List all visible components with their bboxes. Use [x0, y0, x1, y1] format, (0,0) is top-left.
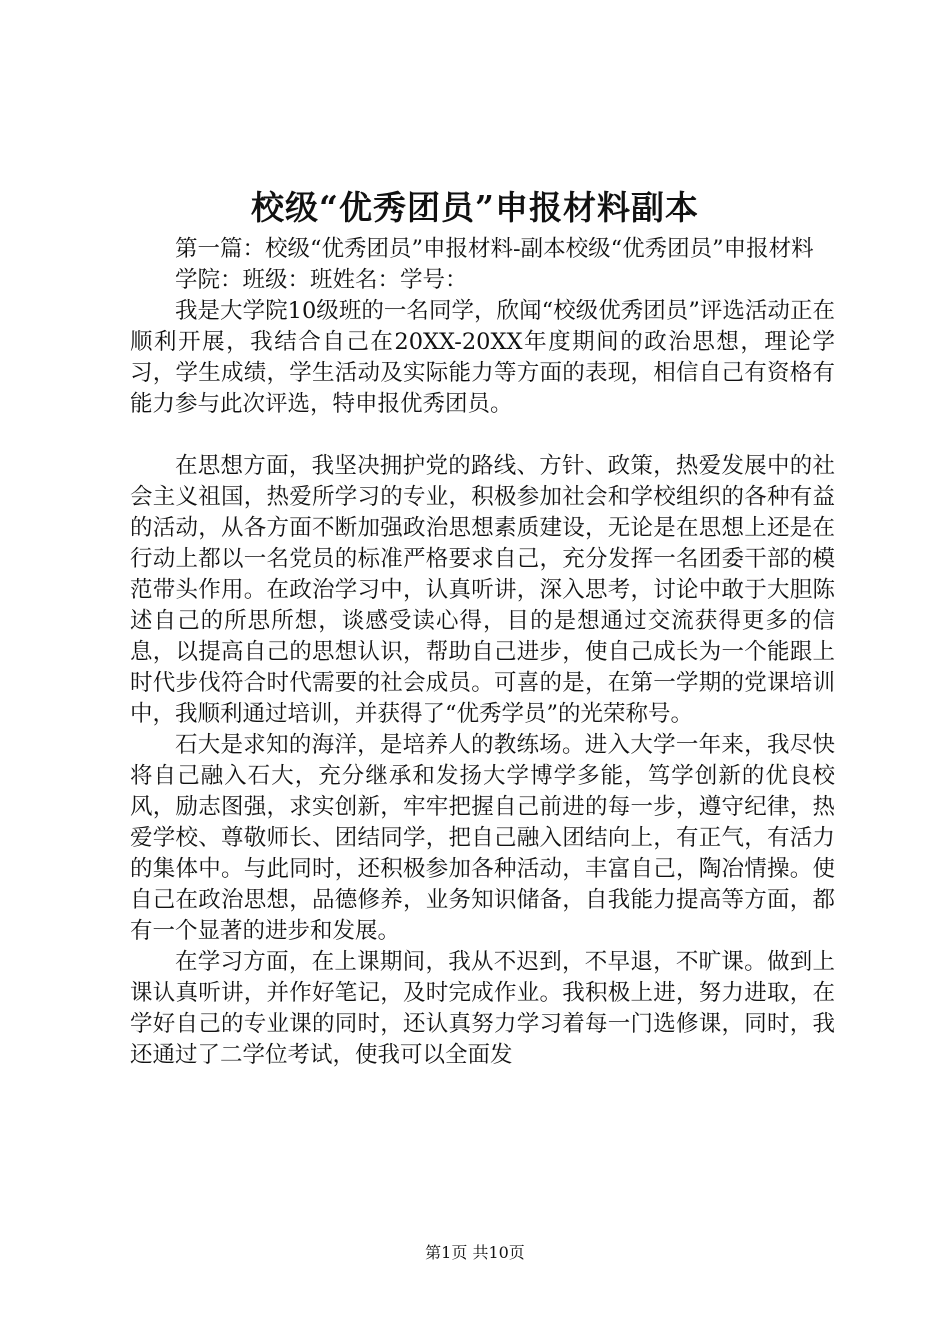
- paragraph-study: 在学习方面，在上课期间，我从不迟到，不早退，不旷课。做到上课认真听讲，并作好笔记，及时完成作业。我积极上进，努力进取，在学好自己的专业课的同时，还认真努力学习着每一门选修课，同时，我还通过了二学位考试，使我可以全面发: [130, 949, 835, 1068]
- paragraph-info-fields: 学院：班级：班姓名：学号：: [175, 267, 468, 293]
- paragraph-ideology: 在思想方面，我坚决拥护党的路线、方针、政策，热爱发展中的社会主义祖国，热爱所学习的专业，积极参加社会和学校组织的各种有益的活动，从各方面不断加强政治思想素质建设，无论是在思想上还是在行动上都以一名党员的标准严格要求自己，充分发挥一名团委干部的模范带头作用。在政治学习中，认真听讲，深入思考，讨论中敢于大胆陈述自己的所思所想，谈感受读心得，目的是想通过交流获得更多的信息，以提高自己的思想认识，帮助自己进步，使自己成长为一个能跟上时代步伐符合时代需要的社会成员。可喜的是，在第一学期的党课培训中，我顺利通过培训，并获得了“优秀学员”的光荣称号。: [130, 453, 835, 727]
- paragraph-intro: 第一篇：校级“优秀团员”申报材料-副本校级“优秀团员”申报材料: [175, 236, 814, 262]
- document-title: 校级“优秀团员”申报材料副本: [251, 188, 699, 227]
- document-body: [130, 234, 835, 1071]
- paragraph-university: 石大是求知的海洋，是培养人的教练场。进入大学一年来，我尽快将自己融入石大，充分继承和发扬大学博学多能，笃学创新的优良校风，励志图强，求实创新，牢牢把握自己前进的每一步，遵守纪律，热爱学校、尊敬师长、团结同学，把自己融入团结向上，有正气，有活力的集体中。与此同时，还积极参加各种活动，丰富自己，陶冶情操。使自己在政治思想，品德修养，业务知识储备，自我能力提高等方面，都有一个显著的进步和发展。: [130, 732, 835, 944]
- paragraph-application: 我是大学院10级班的一名同学，欣闻“校级优秀团员”评选活动正在顺利开展，我结合自己在20XX-20XX年度期间的政治思想，理论学习，学生成绩，学生活动及实际能力等方面的表现，相信自己有资格有能力参与此次评选，特申报优秀团员。: [130, 298, 835, 417]
- page-footer: 第1页 共10页: [425, 1243, 525, 1262]
